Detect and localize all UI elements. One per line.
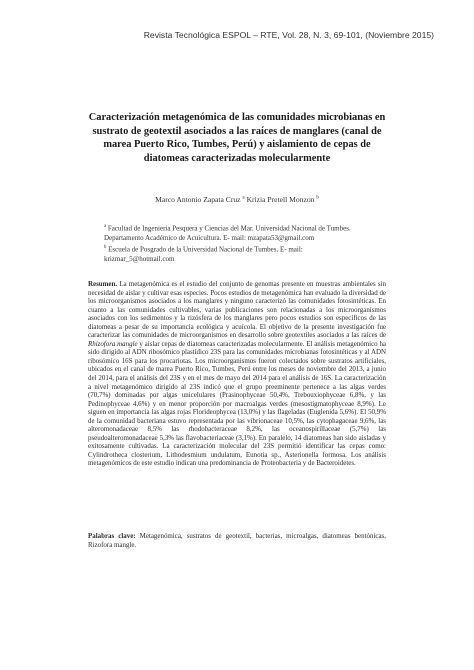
affiliation-line — [104, 234, 370, 243]
affiliations — [104, 222, 370, 264]
author-name: Krizia Pretell Monzon — [246, 195, 315, 204]
affiliation-text: Departamento Académico de Acuicultura. E- mail: mzapata53@gmail.com — [104, 233, 315, 242]
abstract-text: La metagenómica es el estudio del conjunto de genomas presente en muestras ambientales sin necesidad de aislar y cultivar esas especies. Pocos estudios de metagenómica han evaluado la diversidad de los microorganismos asociados a los manglares y ninguno caracterizó las comunidades fotosintéticas. En cuanto a las comunidades cultivables, varias publicaciones son relacionadas a los microorganismos asociados con los sedimentos y la rizósfera de los manglares pero pocos estudios son específicos de las diatomeas a pesar de su importancia ecológica y acuícola. El objetivo de la presente investigación fue caracterizar las comunidades de microorganismos en desarrollo sobre geotextiles asociados a las raíces de — [88, 280, 386, 340]
abstract — [88, 280, 386, 468]
abstract-label: Resumen. — [88, 280, 118, 288]
article-title: Caracterización metagenómica de las comunidades microbianas en sustrato de geotextil asociados a las raíces de manglares (canal de marea Puerto Rico, Tumbes, Perú) y aislamiento de cepas de diatomeas caracterizadas molecularmente — [88, 112, 386, 164]
affiliation-line — [104, 243, 370, 255]
abstract-text: y aislar cepas de diatomeas caracterizadas molecularmente. El análisis metagenómico ha sido dirigido al ADN ribosómico plastídico 23S para las comunidades microbianas fotosintéticas y al ADN ribosómico 16S para los procariotas. Los microorganismos fueron colectados sobre sustratos artificiales, ubicados en el canal de marea Puerto Rico, Tumbes, Perú entre los meses de noviembre del 2013, a junio del 2014, para el análisis del 23S y en el mes de mayo del 2014 para el análisis de 16S. La caracterización a nivel metagenómico dirigido al 23S indicó que el grupo preeminente pertenece a las algas verdes (70,7%) dominadas por algas unicelulares (Prasinophyceae 50,4%, Trebouxiophyceae 6,8%, y las Pedinophyceae 4,6%) y en menor proporción por macroalgas verdes (mesostigmatophyceae 8,9%). Le siguen en importancia las algas rojas Florideophycea (13,0%) y las flageladas (Euglenida 5,6%). El 50,9% de la comunidad bacteriana estuvo representada por las vibrionaceae 10,5%, las cytophagaceae 9,6%, las alteromonadaceae 8,5% las rhodobacteraceae 8,2%, las oceanospirillaceae (5,7%) las pseudoalteromonadaceae 5,3% las flavobacteriaceae (3,1%). En paralelo, 14 diatomeas han sido aisladas y exitosamente cultivadas. La caracterización molecular del 23S permitió identificar las cepas como: Cylindrotheca closterium, Lithodesmium undulatum, Eunotia sp., Asterionella formosa. Los análisis metagenómicos de este estudio indican una predominancia de Proteobacteria y de Bacteroidetes. — [88, 339, 386, 468]
affiliation-text: krizmar_5@hotmail.com — [104, 254, 175, 263]
keywords-label: Palabras clave: — [88, 532, 136, 540]
affiliation-line — [104, 222, 370, 234]
author-line — [60, 195, 414, 204]
affiliation-mark: a — [104, 224, 107, 229]
affiliation-mark: b — [104, 244, 107, 250]
affiliation-text: Facultad de Ingeniería Pesquera y Ciencias del Mar. Universidad Nacional de Tumbes. — [107, 224, 351, 233]
affiliation-text: Escuela de Posgrado de la Universidad Nacional de Tumbes. E- mail: — [108, 245, 303, 254]
author-affiliation-mark: b — [316, 195, 319, 201]
abstract-italic-term: Rhizofora mangle — [88, 339, 138, 348]
journal-citation: Revista Tecnológica ESPOL – RTE, Vol. 28, N. 3, 69-101, (Noviembre 2015) — [143, 30, 434, 40]
author-name: Marco Antonio Zapata Cruz — [155, 195, 241, 204]
keywords — [88, 532, 386, 549]
keywords-text: Metagenómica, sustratos de geotextil, bacterias, microalgas, diatomeas bentónicas, Rizofora mangle. — [88, 532, 386, 549]
author-affiliation-mark: a — [242, 195, 245, 201]
affiliation-line — [104, 255, 370, 264]
